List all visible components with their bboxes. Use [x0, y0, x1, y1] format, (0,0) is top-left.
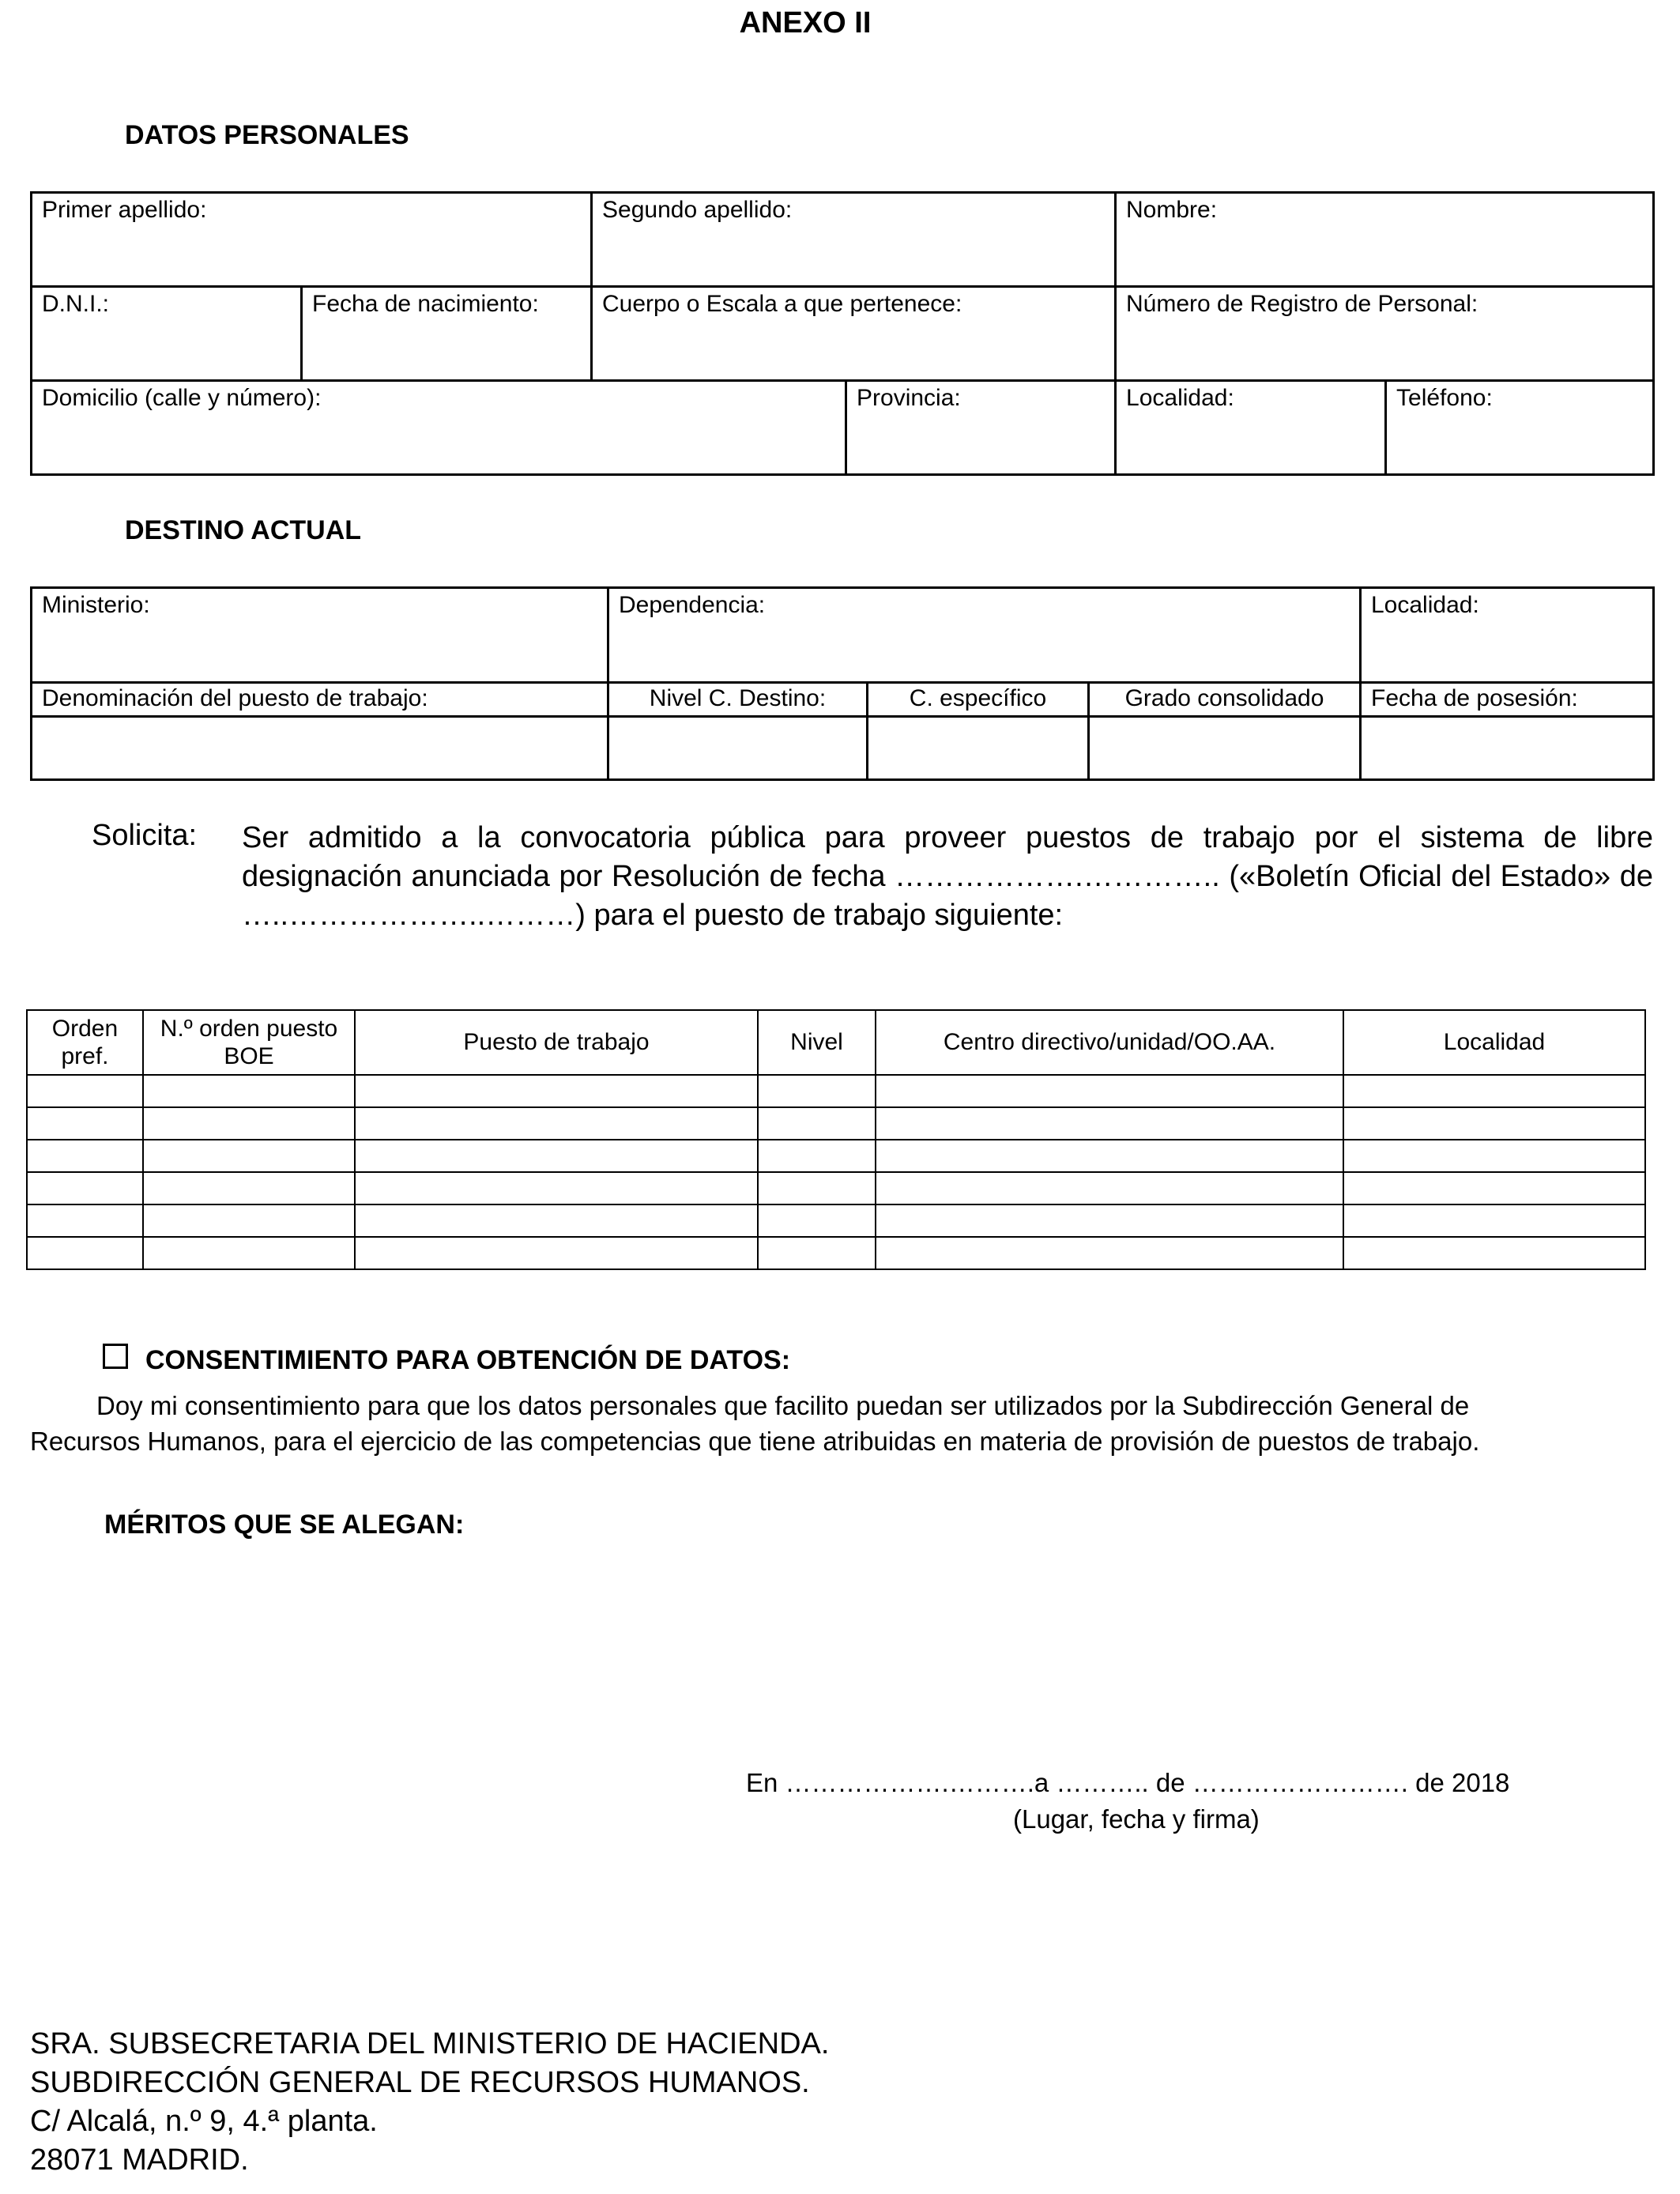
nivel-c-destino-input[interactable] — [608, 717, 868, 780]
table-cell[interactable] — [1343, 1107, 1645, 1140]
table-row — [27, 1204, 1645, 1237]
table-cell[interactable] — [143, 1140, 355, 1172]
provincia-label: Provincia: — [857, 385, 961, 411]
grado-consolidado-input[interactable] — [1089, 717, 1361, 780]
dni-field[interactable] — [32, 287, 302, 381]
destino-actual-table — [30, 586, 1655, 781]
ministerio-field[interactable] — [32, 588, 608, 683]
table-cell[interactable] — [27, 1172, 143, 1204]
cuerpo-escala-field[interactable] — [592, 287, 1116, 381]
segundo-apellido-label: Segundo apellido: — [602, 197, 793, 223]
primer-apellido-field[interactable] — [32, 193, 592, 287]
table-cell[interactable] — [355, 1172, 758, 1204]
table-cell[interactable] — [143, 1075, 355, 1107]
provincia-field[interactable] — [846, 381, 1116, 475]
address-line: 28071 MADRID. — [30, 2143, 249, 2177]
consentimiento-body: Doy mi consentimiento para que los datos personales que facilito puedan ser utilizados por la Subdirección General de Recursos Humanos, para el ejercicio de las competencias que tiene atribuidas en materia de provisión de puestos de trabajo. — [30, 1391, 1480, 1456]
table-row — [27, 1075, 1645, 1107]
table-cell[interactable] — [876, 1140, 1343, 1172]
localidad-destino-field[interactable] — [1361, 588, 1654, 683]
header-orden-boe: N.º orden puesto BOE — [143, 1010, 355, 1075]
table-cell[interactable] — [876, 1075, 1343, 1107]
dependencia-field[interactable] — [608, 588, 1361, 683]
firma-caption: (Lugar, fecha y firma) — [1013, 1804, 1260, 1834]
table-cell[interactable] — [143, 1107, 355, 1140]
fecha-posesion-header: Fecha de posesión: — [1361, 683, 1654, 717]
telefono-field[interactable] — [1386, 381, 1654, 475]
table-cell[interactable] — [355, 1204, 758, 1237]
numero-registro-field[interactable] — [1116, 287, 1654, 381]
table-cell[interactable] — [355, 1075, 758, 1107]
c-especifico-input[interactable] — [868, 717, 1089, 780]
address-line: SUBDIRECCIÓN GENERAL DE RECURSOS HUMANOS. — [30, 2066, 810, 2099]
consentimiento-title: CONSENTIMIENTO PARA OBTENCIÓN DE DATOS: — [145, 1345, 791, 1375]
firma-dateline: En ……………….……….a ……….. de ……………………. de 2018 — [746, 1768, 1510, 1797]
denominacion-input[interactable] — [32, 717, 608, 780]
table-row — [27, 1107, 1645, 1140]
header-orden-pref: Orden pref. — [27, 1010, 143, 1075]
table-cell[interactable] — [876, 1107, 1343, 1140]
datos-personales-heading: DATOS PERSONALES — [125, 120, 409, 150]
table-cell[interactable] — [1343, 1237, 1645, 1269]
domicilio-label: Domicilio (calle y número): — [42, 385, 322, 411]
table-cell[interactable] — [758, 1204, 876, 1237]
datos-personales-table — [30, 191, 1655, 476]
solicita-label: Solicita: — [92, 819, 198, 852]
grado-consolidado-header: Grado consolidado — [1089, 683, 1361, 717]
fecha-nacimiento-field[interactable] — [302, 287, 592, 381]
c-especifico-header: C. específico — [868, 683, 1089, 717]
table-cell[interactable] — [27, 1075, 143, 1107]
table-cell[interactable] — [1343, 1140, 1645, 1172]
table-cell[interactable] — [355, 1107, 758, 1140]
table-cell[interactable] — [27, 1107, 143, 1140]
localidad-field[interactable] — [1116, 381, 1386, 475]
header-centro: Centro directivo/unidad/OO.AA. — [876, 1010, 1343, 1075]
table-cell[interactable] — [758, 1075, 876, 1107]
localidad-destino-label: Localidad: — [1371, 592, 1479, 618]
table-cell[interactable] — [876, 1237, 1343, 1269]
header-nivel: Nivel — [758, 1010, 876, 1075]
primer-apellido-label: Primer apellido: — [42, 197, 207, 223]
nombre-field[interactable] — [1116, 193, 1654, 287]
telefono-label: Teléfono: — [1396, 385, 1493, 411]
puestos-header-row — [27, 1010, 1645, 1075]
numero-registro-label: Número de Registro de Personal: — [1126, 291, 1478, 317]
table-cell[interactable] — [355, 1237, 758, 1269]
destino-actual-heading: DESTINO ACTUAL — [125, 515, 362, 545]
header-puesto: Puesto de trabajo — [355, 1010, 758, 1075]
localidad-label: Localidad: — [1126, 385, 1234, 411]
address-line: SRA. SUBSECRETARIA DEL MINISTERIO DE HACIENDA. — [30, 2027, 830, 2060]
dni-label: D.N.I.: — [42, 291, 110, 317]
nombre-label: Nombre: — [1126, 197, 1218, 223]
table-cell[interactable] — [143, 1172, 355, 1204]
table-cell[interactable] — [1343, 1172, 1645, 1204]
fecha-posesion-input[interactable] — [1361, 717, 1654, 780]
table-row — [27, 1237, 1645, 1269]
document-title: ANEXO II — [739, 6, 872, 40]
table-cell[interactable] — [1343, 1075, 1645, 1107]
denominacion-header: Denominación del puesto de trabajo: — [32, 683, 608, 717]
table-cell[interactable] — [758, 1107, 876, 1140]
table-row — [27, 1172, 1645, 1204]
table-cell[interactable] — [355, 1140, 758, 1172]
ministerio-label: Ministerio: — [42, 592, 150, 618]
table-cell[interactable] — [876, 1172, 1343, 1204]
nivel-c-destino-header: Nivel C. Destino: — [608, 683, 868, 717]
address-line: C/ Alcalá, n.º 9, 4.ª planta. — [30, 2105, 378, 2138]
table-row — [27, 1140, 1645, 1172]
domicilio-field[interactable] — [32, 381, 846, 475]
segundo-apellido-field[interactable] — [592, 193, 1116, 287]
puestos-table — [26, 1009, 1646, 1270]
fecha-nacimiento-label: Fecha de nacimiento: — [312, 291, 539, 317]
table-cell[interactable] — [758, 1140, 876, 1172]
table-cell[interactable] — [27, 1140, 143, 1172]
table-cell[interactable] — [758, 1172, 876, 1204]
cuerpo-escala-label: Cuerpo o Escala a que pertenece: — [602, 291, 962, 317]
table-cell[interactable] — [143, 1237, 355, 1269]
table-cell[interactable] — [27, 1237, 143, 1269]
dependencia-label: Dependencia: — [619, 592, 766, 618]
table-cell[interactable] — [758, 1237, 876, 1269]
table-cell[interactable] — [27, 1204, 143, 1237]
meritos-heading: MÉRITOS QUE SE ALEGAN: — [104, 1510, 465, 1540]
consentimiento-checkbox[interactable] — [103, 1344, 128, 1369]
solicita-text: Ser admitido a la convocatoria pública para proveer puestos de trabajo por el sistema de libre designación anunciada por Resolución de fecha ……………….………….. («Boletín Oficial del Estado» de …..………………..………) para el puesto de trabajo siguiente: — [242, 821, 1653, 932]
table-cell[interactable] — [143, 1204, 355, 1237]
table-cell[interactable] — [876, 1204, 1343, 1237]
header-localidad: Localidad — [1343, 1010, 1645, 1075]
table-cell[interactable] — [1343, 1204, 1645, 1237]
